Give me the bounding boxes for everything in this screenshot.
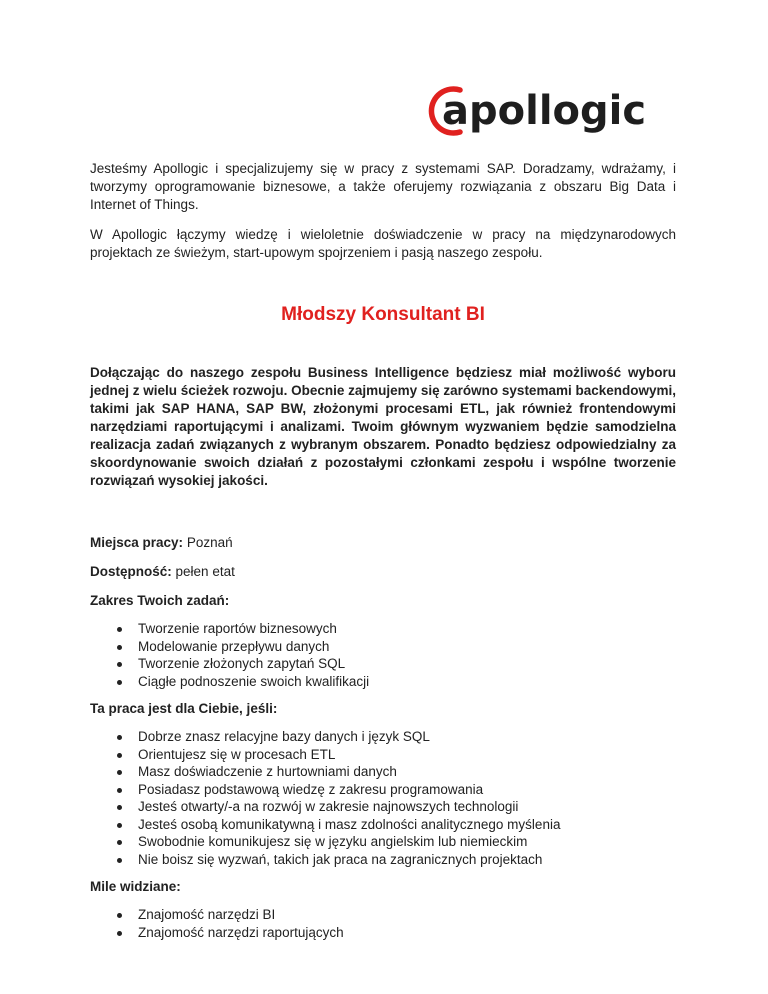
main-content <box>90 160 676 951</box>
intro-paragraph-2: W Apollogic łączymy wiedzę i wieloletnie doświadczenie w pracy na międzynarodowych projektach ze świeżym, start-upowym spojrzeniem i pasją naszego zespołu. <box>90 227 676 260</box>
bullet-icon <box>117 931 122 936</box>
list-item-text: Nie boisz się wyzwań, takich jak praca na zagranicznych projektach <box>138 851 543 867</box>
list-item-text: Tworzenie złożonych zapytań SQL <box>138 656 346 671</box>
list-item-text: Swobodnie komunikujesz się w języku angielskim lub niemieckim <box>138 834 528 849</box>
availability-field <box>90 563 676 581</box>
list-item-text: Jesteś otwarty/-a na rozwój w zakresie najnowszych technologii <box>138 799 519 814</box>
availability-label: Dostępność: <box>90 564 172 579</box>
list-item <box>90 906 676 924</box>
requirements-list <box>90 728 676 868</box>
list-item-text: Znajomość narzędzi raportujących <box>138 924 344 940</box>
bullet-icon <box>117 858 122 863</box>
nice-to-have-label: Mile widziane: <box>90 879 181 894</box>
bullet-icon <box>117 805 122 810</box>
list-item-text: Modelowanie przepływu danych <box>138 638 330 654</box>
location-value: Poznań <box>186 535 233 550</box>
bullet-icon <box>117 788 122 793</box>
list-item <box>90 924 676 942</box>
list-item <box>90 816 676 834</box>
bullet-icon <box>117 913 122 918</box>
list-item-text: Dobrze znasz relacyjne bazy danych i język SQL <box>138 729 430 744</box>
apollogic-logo-graphic <box>420 82 672 140</box>
bullet-icon <box>117 840 122 845</box>
responsibilities-list <box>90 620 676 690</box>
list-item-text: Jesteś osobą komunikatywną i masz zdolności analitycznego myślenia <box>138 816 561 832</box>
list-item-text: Znajomość narzędzi BI <box>138 907 276 922</box>
list-item <box>90 620 676 638</box>
availability-value: pełen etat <box>175 564 235 579</box>
list-item <box>90 728 676 746</box>
requirements-label: Ta praca jest dla Ciebie, jeśli: <box>90 701 278 716</box>
list-item <box>90 798 676 816</box>
list-item <box>90 746 676 764</box>
list-item-text: Tworzenie raportów biznesowych <box>138 621 337 636</box>
bullet-icon <box>117 735 122 740</box>
logo-wordmark: apollogic <box>442 88 647 134</box>
list-item <box>90 673 676 691</box>
intro-paragraph-1: Jesteśmy Apollogic i specjalizujemy się w pracy z systemami SAP. Doradzamy, wdrażamy, i tworzymy oprogramowanie biznesowe, a także oferujemy rozwiązania z obszaru Big Data i Internet of Things. <box>90 161 676 212</box>
list-item <box>90 763 676 781</box>
list-item-text: Ciągłe podnoszenie swoich kwalifikacji <box>138 673 370 689</box>
location-field <box>90 534 676 552</box>
list-item-text: Orientujesz się w procesach ETL <box>138 746 336 762</box>
bullet-icon <box>117 645 122 650</box>
job-title: Młodszy Konsultant BI <box>281 304 485 325</box>
nice-to-have-list <box>90 906 676 941</box>
bullet-icon <box>117 662 122 667</box>
list-item <box>90 851 676 869</box>
list-item-text: Posiadasz podstawową wiedzę z zakresu programowania <box>138 781 484 797</box>
bullet-icon <box>117 753 122 758</box>
list-item-text: Masz doświadczenie z hurtowniami danych <box>138 764 397 779</box>
responsibilities-label: Zakres Twoich zadań: <box>90 593 230 608</box>
list-item <box>90 655 676 673</box>
bullet-icon <box>117 627 122 632</box>
job-description: Dołączając do naszego zespołu Business Intelligence będziesz miał możliwość wyboru jednej z wielu ścieżek rozwoju. Obecnie zajmujemy się zarówno systemami backendowymi, takimi jak SAP HANA, SAP BW, złożonymi procesami ETL, jak również frontendowymi narzędziami raportującymi i analizami. Twoim głównym wyzwaniem będzie samodzielna realizacja zadań związanych z wybranym obszarem. Ponadto będziesz odpowiedzialny za skoordynowanie swoich działań z pozostałymi członkami zespołu i wspólne tworzenie rozwiązań wysokiej jakości. <box>90 365 676 488</box>
location-label: Miejsca pracy: <box>90 535 184 550</box>
bullet-icon <box>117 823 122 828</box>
list-item <box>90 833 676 851</box>
apollogic-logo <box>420 82 672 140</box>
list-item <box>90 781 676 799</box>
list-item <box>90 638 676 656</box>
bullet-icon <box>117 680 122 685</box>
bullet-icon <box>117 770 122 775</box>
